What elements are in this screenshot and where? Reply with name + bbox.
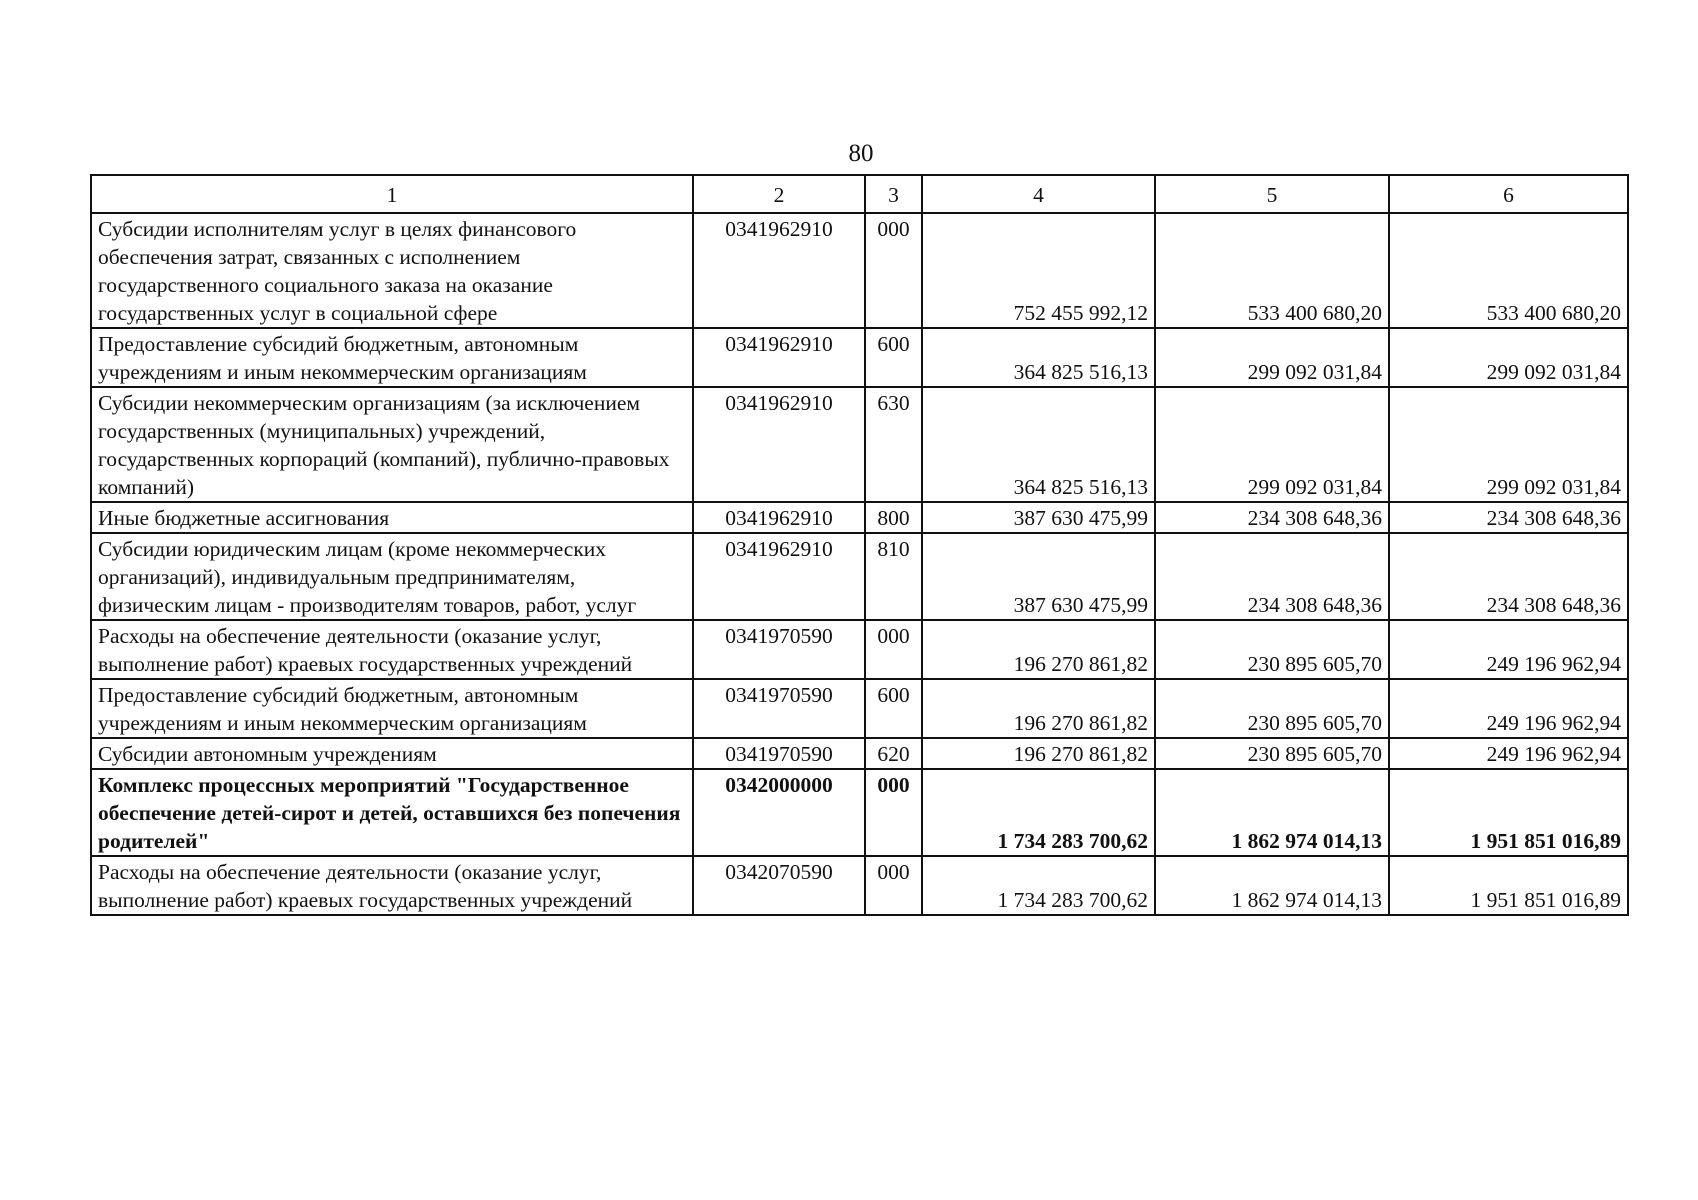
- row-code: 0341970590: [693, 679, 865, 738]
- row-sum-2: 230 895 605,70: [1155, 620, 1389, 679]
- table-row: [91, 856, 1628, 915]
- budget-table: [90, 174, 1629, 916]
- row-sum-1: 752 455 992,12: [922, 213, 1155, 328]
- row-sum-2: 1 862 974 014,13: [1155, 769, 1389, 856]
- row-code: 0341962910: [693, 502, 865, 533]
- row-sum-3: 299 092 031,84: [1389, 387, 1628, 502]
- row-sum-2: 234 308 648,36: [1155, 502, 1389, 533]
- row-code: 0341970590: [693, 738, 865, 769]
- row-sum-3: 1 951 851 016,89: [1389, 769, 1628, 856]
- row-name: Субсидии некоммерческим организациям (за исключением государственных (муниципальных) учреждений, государственных корпораций (компаний), публично-правовых компаний): [91, 387, 693, 502]
- table-row: [91, 533, 1628, 620]
- row-code: 0342000000: [693, 769, 865, 856]
- row-type: 800: [865, 502, 922, 533]
- header-cell: 2: [693, 175, 865, 213]
- row-sum-1: 196 270 861,82: [922, 620, 1155, 679]
- row-type: 810: [865, 533, 922, 620]
- row-name: Предоставление субсидий бюджетным, автономным учреждениям и иным некоммерческим организациям: [91, 328, 693, 387]
- table-row-bold: [91, 769, 1628, 856]
- row-sum-3: 234 308 648,36: [1389, 533, 1628, 620]
- table-row: [91, 328, 1628, 387]
- row-type: 000: [865, 620, 922, 679]
- row-sum-1: 1 734 283 700,62: [922, 769, 1155, 856]
- row-code: 0341962910: [693, 328, 865, 387]
- row-sum-2: 533 400 680,20: [1155, 213, 1389, 328]
- row-sum-1: 1 734 283 700,62: [922, 856, 1155, 915]
- row-sum-1: 387 630 475,99: [922, 533, 1155, 620]
- row-sum-3: 1 951 851 016,89: [1389, 856, 1628, 915]
- row-type: 000: [865, 769, 922, 856]
- table-row: [91, 679, 1628, 738]
- row-name: Субсидии юридическим лицам (кроме некоммерческих организаций), индивидуальным предпринимателям, физическим лицам - производителям товаров, работ, услуг: [91, 533, 693, 620]
- row-code: 0341962910: [693, 387, 865, 502]
- row-sum-1: 196 270 861,82: [922, 738, 1155, 769]
- header-cell: 5: [1155, 175, 1389, 213]
- row-type: 600: [865, 679, 922, 738]
- header-cell: 3: [865, 175, 922, 213]
- row-code: 0342070590: [693, 856, 865, 915]
- row-sum-1: 364 825 516,13: [922, 387, 1155, 502]
- row-code: 0341962910: [693, 533, 865, 620]
- row-sum-2: 230 895 605,70: [1155, 738, 1389, 769]
- table-row: [91, 213, 1628, 328]
- row-name: Иные бюджетные ассигнования: [91, 502, 693, 533]
- header-cell: 6: [1389, 175, 1628, 213]
- table-row: [91, 502, 1628, 533]
- row-sum-1: 364 825 516,13: [922, 328, 1155, 387]
- row-sum-3: 234 308 648,36: [1389, 502, 1628, 533]
- row-code: 0341962910: [693, 213, 865, 328]
- row-type: 000: [865, 856, 922, 915]
- row-name: Расходы на обеспечение деятельности (оказание услуг, выполнение работ) краевых государственных учреждений: [91, 620, 693, 679]
- header-cell: 1: [91, 175, 693, 213]
- page-number: 80: [848, 140, 874, 167]
- row-code: 0341970590: [693, 620, 865, 679]
- row-sum-3: 299 092 031,84: [1389, 328, 1628, 387]
- row-name: Предоставление субсидий бюджетным, автономным учреждениям и иным некоммерческим организациям: [91, 679, 693, 738]
- table-row: [91, 738, 1628, 769]
- row-sum-3: 533 400 680,20: [1389, 213, 1628, 328]
- row-name: Субсидии автономным учреждениям: [91, 738, 693, 769]
- row-type: 630: [865, 387, 922, 502]
- row-sum-2: 1 862 974 014,13: [1155, 856, 1389, 915]
- row-name: Расходы на обеспечение деятельности (оказание услуг, выполнение работ) краевых государственных учреждений: [91, 856, 693, 915]
- row-sum-2: 299 092 031,84: [1155, 328, 1389, 387]
- row-sum-1: 196 270 861,82: [922, 679, 1155, 738]
- row-sum-3: 249 196 962,94: [1389, 679, 1628, 738]
- header-cell: 4: [922, 175, 1155, 213]
- row-sum-3: 249 196 962,94: [1389, 738, 1628, 769]
- table-header-row: [91, 175, 1628, 213]
- row-type: 620: [865, 738, 922, 769]
- row-sum-2: 234 308 648,36: [1155, 533, 1389, 620]
- row-sum-3: 249 196 962,94: [1389, 620, 1628, 679]
- row-name: Комплекс процессных мероприятий "Государственное обеспечение детей-сирот и детей, оставшихся без попечения родителей": [91, 769, 693, 856]
- table-row: [91, 620, 1628, 679]
- row-sum-2: 299 092 031,84: [1155, 387, 1389, 502]
- row-name: Субсидии исполнителям услуг в целях финансового обеспечения затрат, связанных с исполнением государственного социального заказа на оказание государственных услуг в социальной сфере: [91, 213, 693, 328]
- row-type: 000: [865, 213, 922, 328]
- row-type: 600: [865, 328, 922, 387]
- table-row: [91, 387, 1628, 502]
- row-sum-1: 387 630 475,99: [922, 502, 1155, 533]
- row-sum-2: 230 895 605,70: [1155, 679, 1389, 738]
